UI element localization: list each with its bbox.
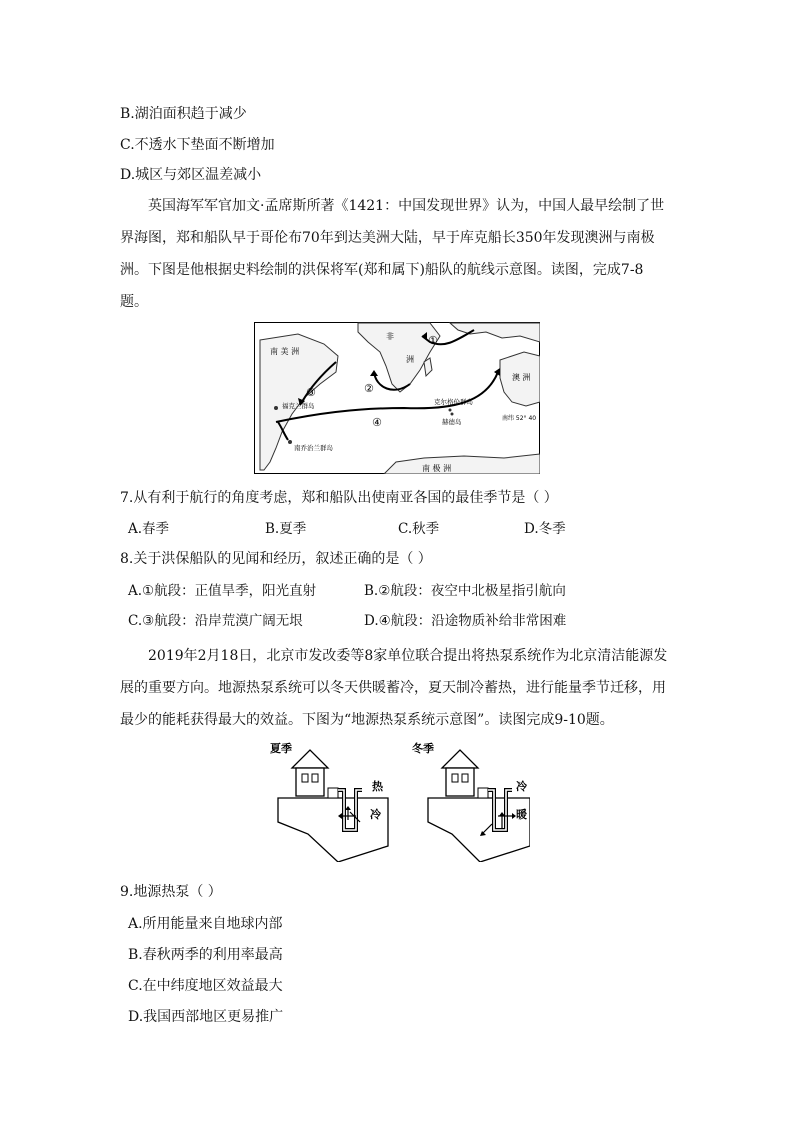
q8-option-c: C.③航段：沿岸荒漠广阔无垠 (128, 613, 303, 629)
q7-stem: 7.从有利于航行的角度考虑，郑和船队出使南亚各国的最佳季节是（ ） (120, 490, 558, 506)
label-australia: 澳 洲 (512, 373, 531, 382)
q8-option-a: A.①航段：正值旱季，阳光直射 (128, 583, 317, 599)
label-kerguelen: 克尔格伦群岛 (434, 398, 473, 406)
label-route-2: ② (364, 382, 374, 395)
label-antarctica: 南 极 洲 (422, 464, 452, 473)
label-route-1: ① (428, 334, 438, 347)
q9-option-a: A.所用能量来自地球内部 (128, 916, 283, 932)
winter-panel (412, 741, 530, 862)
summer-panel (270, 741, 388, 862)
q9-stem: 9.地源热泵（ ） (120, 884, 222, 900)
label-latitude: 南纬 52° 40 (502, 415, 537, 422)
label-falkland: 福克兰群岛 (282, 402, 315, 410)
winter-warm-label: 暖 (516, 808, 527, 821)
option-b-previous: B.湖泊面积趋于减少 (120, 106, 247, 122)
q9-option-c: C.在中纬度地区效益最大 (128, 978, 283, 994)
south-georgia-dot (288, 440, 292, 444)
label-route-4: ④ (372, 416, 382, 429)
passage-heat-pump: 2019年2月18日，北京市发改委等8家单位联合提出将热泵系统作为北京清洁能源发展的重要方向。地源热泵系统可以冬天供暖蓄冷，夏天制冷蓄热，进行能量季节迁移，用最少的能耗获得最大的效益。下图为“地源热泵系统示意图”。读图完成9-10题。 (120, 648, 668, 728)
q8-stem: 8.关于洪保船队的见闻和经历，叙述正确的是（ ） (120, 551, 432, 567)
q8-option-b: B.②航段：夜空中北极星指引航向 (364, 583, 566, 599)
q7-option-d: D.冬季 (524, 521, 566, 537)
label-south-america: 南 美 洲 (270, 347, 300, 356)
winter-label: 冬季 (412, 742, 434, 755)
summer-hot-label: 热 (372, 780, 383, 793)
q9-option-d: D.我国西部地区更易推广 (128, 1009, 284, 1025)
summer-cold-label: 冷 (370, 808, 381, 821)
q8-option-d: D.④航段：沿途物质补给非常困难 (364, 613, 567, 629)
label-south-georgia: 南乔治兰群岛 (294, 444, 333, 452)
q7-option-a: A.春季 (128, 521, 170, 537)
heard-dot (451, 413, 454, 416)
q9-option-b: B.春秋两季的利用率最高 (128, 947, 283, 963)
option-d-previous: D.城区与郊区温差减小 (120, 167, 262, 183)
kerguelen-dot (449, 409, 452, 412)
label-route-3: ③ (306, 386, 316, 399)
route-map (254, 322, 540, 474)
falkland-dot (274, 406, 278, 410)
heat-pump-diagram (268, 738, 530, 862)
label-africa-2: 洲 (406, 355, 414, 364)
q7-option-b: B.夏季 (265, 521, 307, 537)
passage-zhenghe: 英国海军军官加文·孟席斯所著《1421：中国发现世界》认为，中国人最早绘制了世界海图，郑和船队早于哥伦布70年到达美洲大陆，早于库克船长350年发现澳洲与南极洲。下图是他根据史料绘制的洪保将军(郑和属下)船队的航线示意图。读图，完成7-8题。 (120, 198, 665, 310)
winter-cold-label: 冷 (516, 780, 527, 793)
option-c-previous: C.不透水下垫面不断增加 (120, 137, 275, 153)
label-africa: 非 (386, 332, 394, 341)
label-heard: 赫德岛 (442, 418, 462, 426)
q7-option-c: C.秋季 (398, 521, 440, 537)
summer-label: 夏季 (270, 742, 292, 755)
